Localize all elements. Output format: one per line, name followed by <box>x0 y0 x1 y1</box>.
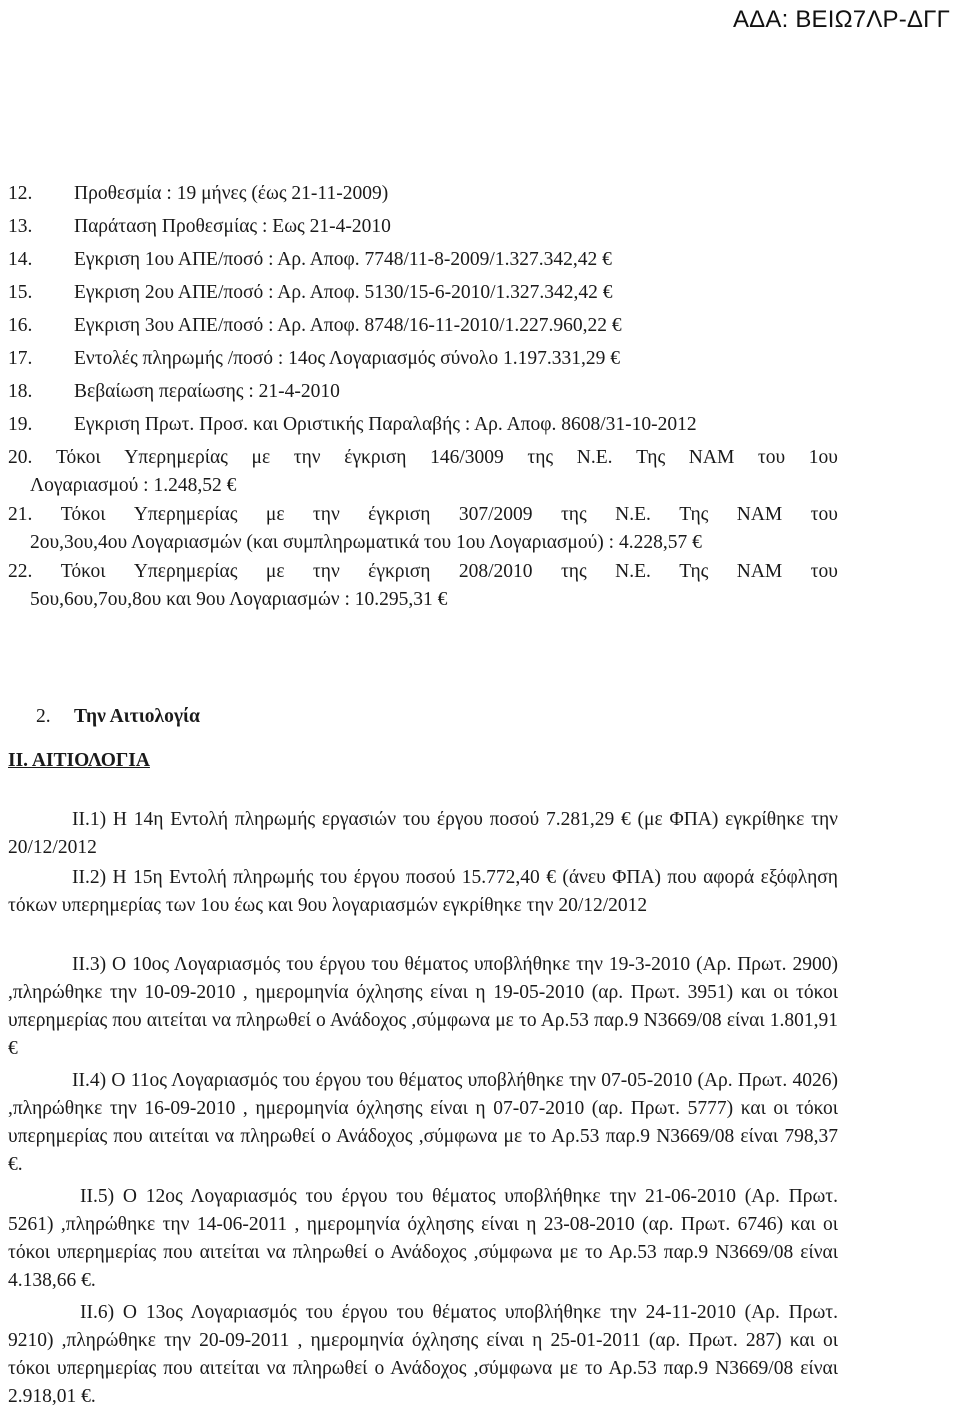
word: την <box>312 561 340 582</box>
item-text: Παράταση Προθεσμίας : Εως 21-4-2010 <box>74 216 391 237</box>
word: την <box>312 504 340 525</box>
ada-code: ΑΔΑ: ΒΕΙΩ7ΛΡ-ΔΓΓ <box>732 6 950 33</box>
word: ΝΑΜ <box>688 447 735 468</box>
word: Τόκοι <box>60 504 106 525</box>
word: έγκριση <box>344 447 407 468</box>
word: με <box>251 447 271 468</box>
paragraph <box>8 951 838 1063</box>
word: 146/3009 <box>430 447 504 468</box>
word: ΝΑΜ <box>736 561 783 582</box>
word: έγκριση <box>368 561 431 582</box>
item-text: Εντολές πληρωμής /ποσό : 14ος Λογαριασμός σύνολο 1.197.331,29 € <box>74 348 620 369</box>
word: με <box>265 504 285 525</box>
word: του <box>757 447 786 468</box>
word: Υπερημερίας <box>133 561 238 582</box>
section-2-title <box>36 706 200 728</box>
word: Τόκοι <box>55 447 101 468</box>
word: 1ου <box>808 447 838 468</box>
list-item-wrapped <box>8 444 838 500</box>
wrapped-continuation: 5ου,6ου,7ου,8ου και 9ου Λογαριασμών : 10.295,31 € <box>30 589 448 610</box>
word: Της <box>679 561 709 582</box>
item-text: Προθεσμία : 19 μήνες (έως 21-11-2009) <box>74 183 389 204</box>
word: την <box>293 447 321 468</box>
paragraph-text: ΙΙ.3) Ο 10ος Λογαριασμός του έργου του θέματος υποβλήθηκε την 19-3-2010 (Αρ. Πρωτ. 2900) ,πληρώθηκε την 10-09-2010 , ημερομηνία όχλησης είναι η 19-05-2010 (αρ. Πρωτ. 3951) και οι τόκοι υπερημερίας που αιτείται να πληρωθεί ο Ανάδοχος ,σύμφωνα με το Αρ.53 παρ.9 Ν3669/08 είναι 1.801,91 € <box>8 954 838 1059</box>
item-number: 15. <box>8 282 33 303</box>
list-item <box>8 279 838 307</box>
item-number: 13. <box>8 216 33 237</box>
paragraph <box>8 806 838 862</box>
word: Υπερημερίας <box>124 447 228 468</box>
item-number: 22. <box>8 561 33 582</box>
wrapped-first-line <box>8 558 838 586</box>
word: Της <box>679 504 709 525</box>
list-item <box>8 312 838 340</box>
item-number: 14. <box>8 249 33 270</box>
word: Ν.Ε. <box>615 561 651 582</box>
word: ΝΑΜ <box>736 504 783 525</box>
wrapped-first-line <box>8 501 838 529</box>
list-item <box>8 213 838 241</box>
paragraph <box>8 1183 838 1295</box>
item-text: Εγκριση Πρωτ. Προσ. και Οριστικής Παραλαβής : Αρ. Αποφ. 8608/31-10-2012 <box>74 414 697 435</box>
item-text: Εγκριση 3ου ΑΠΕ/ποσό : Αρ. Αποφ. 8748/16-11-2010/1.227.960,22 € <box>74 315 622 336</box>
paragraph-text: ΙΙ.1) Η 14η Εντολή πληρωμής εργασιών του έργου ποσού 7.281,29 € (με ΦΠΑ) εγκρίθηκε την 20/12/2012 <box>8 809 838 858</box>
list-item <box>8 180 838 208</box>
paragraph-text: ΙΙ.4) Ο 11ος Λογαριασμός του έργου του θέματος υποβλήθηκε την 07-05-2010 (Αρ. Πρωτ. 4026) ,πληρώθηκε την 16-09-2010 , ημερομηνία όχλησης είναι η 07-07-2010 (αρ. Πρωτ. 5777) και οι τόκοι υπερημερίας που αιτείται να πληρωθεί ο Ανάδοχος ,σύμφωνα με το Αρ.53 παρ.9 Ν3669/08 είναι 798,37 €. <box>8 1070 838 1175</box>
paragraph-text: ΙΙ.5) Ο 12ος Λογαριασμός του έργου του θέματος υποβλήθηκε την 21-06-2010 (Αρ. Πρωτ. 5261) ,πληρώθηκε την 14-06-2011 , ημερομηνία όχλησης είναι η 23-08-2010 (αρ. Πρωτ. 6746) και οι τόκοι υπερημερίας που αιτείται να πληρωθεί ο Ανάδοχος ,σύμφωνα με το Αρ.53 παρ.9 Ν3669/08 είναι 4.138,66 €. <box>8 1186 838 1291</box>
paragraph <box>8 1299 838 1411</box>
item-number: 16. <box>8 315 33 336</box>
word: της <box>560 561 587 582</box>
word: 307/2009 <box>458 504 533 525</box>
item-number: 20. <box>8 447 33 468</box>
item-number: 17. <box>8 348 33 369</box>
list-item <box>8 411 838 439</box>
list-item-wrapped <box>8 501 838 557</box>
word: έγκριση <box>368 504 431 525</box>
word: της <box>527 447 554 468</box>
section-title: Την Αιτιολογία <box>74 706 200 727</box>
word: Τόκοι <box>60 561 106 582</box>
list-item <box>8 345 838 373</box>
item-number: 18. <box>8 381 33 402</box>
section-heading: ΙΙ. ΑΙΤΙΟΛΟΓΙΑ <box>8 750 150 771</box>
word: του <box>810 504 838 525</box>
paragraph <box>8 864 838 920</box>
item-number: 19. <box>8 414 33 435</box>
word: του <box>810 561 838 582</box>
word: Ν.Ε. <box>576 447 613 468</box>
item-text: Εγκριση 1ου ΑΠΕ/ποσό : Αρ. Αποφ. 7748/11-8-2009/1.327.342,42 € <box>74 249 612 270</box>
item-text: Βεβαίωση περαίωσης : 21-4-2010 <box>74 381 340 402</box>
word: της <box>560 504 587 525</box>
section-number: 2. <box>36 706 51 727</box>
paragraph-text: ΙΙ.6) Ο 13ος Λογαριασμός του έργου του θέματος υποβλήθηκε την 24-11-2010 (Αρ. Πρωτ. 9210) ,πληρώθηκε την 20-09-2011 , ημερομηνία όχλησης είναι η 25-01-2011 (αρ. Πρωτ. 287) και οι τόκοι υπερημερίας που αιτείται να πληρωθεί ο Ανάδοχος ,σύμφωνα με το Αρ.53 παρ.9 Ν3669/08 είναι 2.918,01 €. <box>8 1302 838 1407</box>
list-item <box>8 378 838 406</box>
word: Ν.Ε. <box>615 504 651 525</box>
word: Της <box>636 447 666 468</box>
list-item <box>8 246 838 274</box>
word: Υπερημερίας <box>133 504 238 525</box>
paragraph <box>8 1067 838 1179</box>
paragraph-text: ΙΙ.2) Η 15η Εντολή πληρωμής του έργου ποσού 15.772,40 € (άνευ ΦΠΑ) που αφορά εξόφληση τόκων υπερημερίας των 1ου έως και 9ου λογαριασμών εγκρίθηκε την 20/12/2012 <box>8 867 838 916</box>
wrapped-continuation: 2ου,3ου,4ου Λογαριασμών (και συμπληρωματικά του 1ου Λογαριασμού) : 4.228,57 € <box>30 532 702 553</box>
word: με <box>265 561 285 582</box>
item-number: 21. <box>8 504 33 525</box>
item-number: 12. <box>8 183 33 204</box>
wrapped-first-line <box>8 444 838 472</box>
item-text: Εγκριση 2ου ΑΠΕ/ποσό : Αρ. Αποφ. 5130/15-6-2010/1.327.342,42 € <box>74 282 613 303</box>
list-item-wrapped <box>8 558 838 614</box>
word: 208/2010 <box>458 561 533 582</box>
wrapped-continuation: Λογαριασμού : 1.248,52 € <box>30 475 237 496</box>
